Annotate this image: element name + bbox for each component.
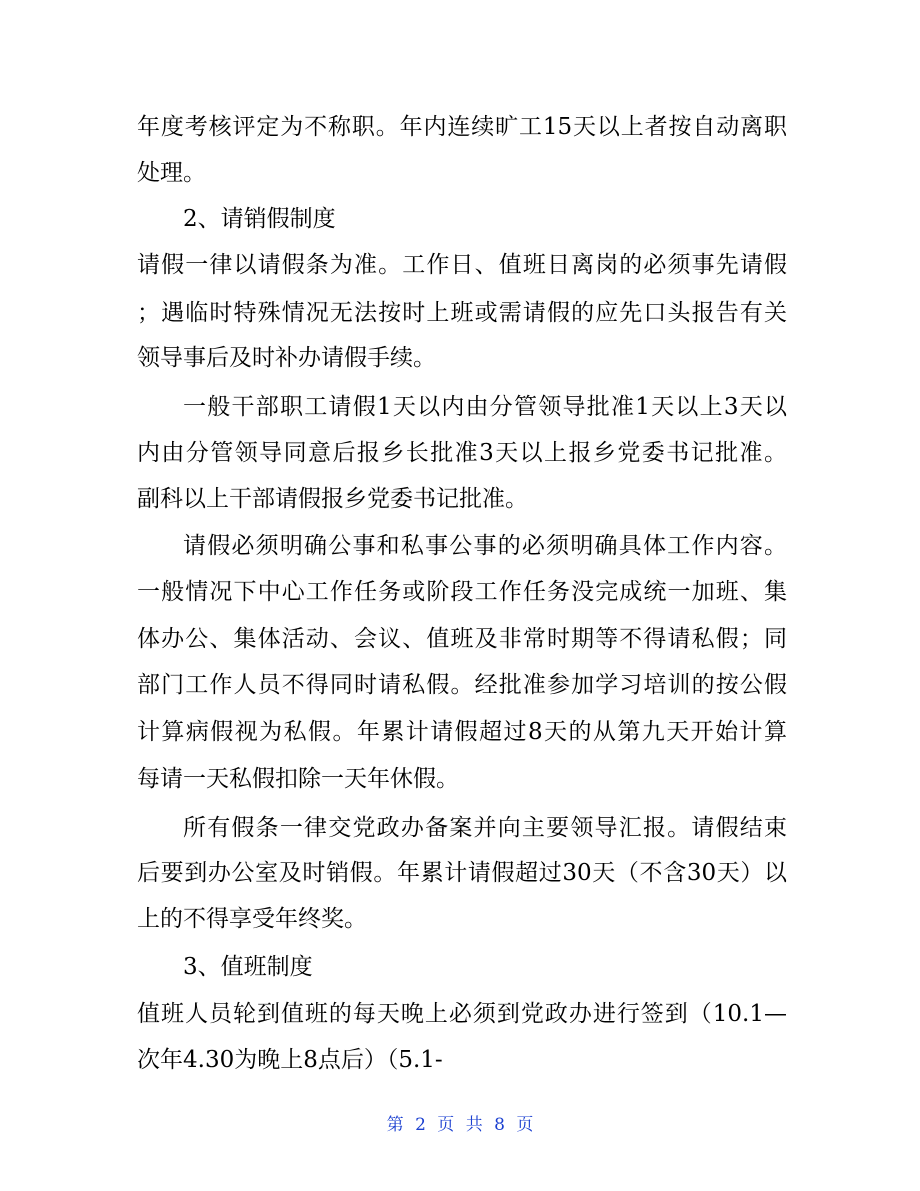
text-line: 体办公、集体活动、会议、值班及非常时期等不得请私假；同 [137, 626, 787, 652]
text-line: 所有假条一律交党政办备案并向主要领导汇报。请假结束 [183, 815, 787, 841]
text-line: 计算病假视为私假。年累计请假超过8天的从第九天开始计算 [137, 719, 787, 745]
text-line: 领导事后及时补办请假手续。 [137, 345, 436, 371]
text-line: 后要到办公室及时销假。年累计请假超过30天（不含30天）以 [137, 860, 787, 886]
text-line: 处理。 [137, 160, 206, 186]
text-line: 一般干部职工请假1天以内由分管领导批准1天以上3天以 [183, 394, 787, 420]
page-number-footer: 第 2 页 共 8 页 [386, 1115, 534, 1135]
text-line: 请假一律以请假条为准。工作日、值班日离岗的必须事先请假 [137, 252, 787, 278]
section-heading: 3、值班制度 [183, 954, 313, 980]
text-line: 副科以上干部请假报乡党委书记批准。 [137, 486, 528, 512]
text-line: 次年4.30为晚上8点后）（5.1- [137, 1047, 443, 1073]
text-line: 请假必须明确公事和私事公事的必须明确具体工作内容。 [183, 533, 787, 559]
text-line: 部门工作人员不得同时请私假。经批准参加学习培训的按公假 [137, 672, 787, 698]
text-line: 内由分管领导同意后报乡长批准3天以上报乡党委书记批准。 [137, 440, 787, 466]
text-line: 每请一天私假扣除一天年休假。 [137, 766, 459, 792]
text-line: 上的不得享受年终奖。 [137, 906, 367, 932]
text-line: 年度考核评定为不称职。年内连续旷工15天以上者按自动离职 [137, 114, 787, 140]
section-heading: 2、请销假制度 [183, 206, 336, 232]
text-line: 一般情况下中心工作任务或阶段工作任务没完成统一加班、集 [137, 579, 787, 605]
text-line: ；遇临时特殊情况无法按时上班或需请假的应先口头报告有关 [137, 300, 787, 326]
text-line: 值班人员轮到值班的每天晚上必须到党政办进行签到（10.1— [137, 1001, 787, 1027]
